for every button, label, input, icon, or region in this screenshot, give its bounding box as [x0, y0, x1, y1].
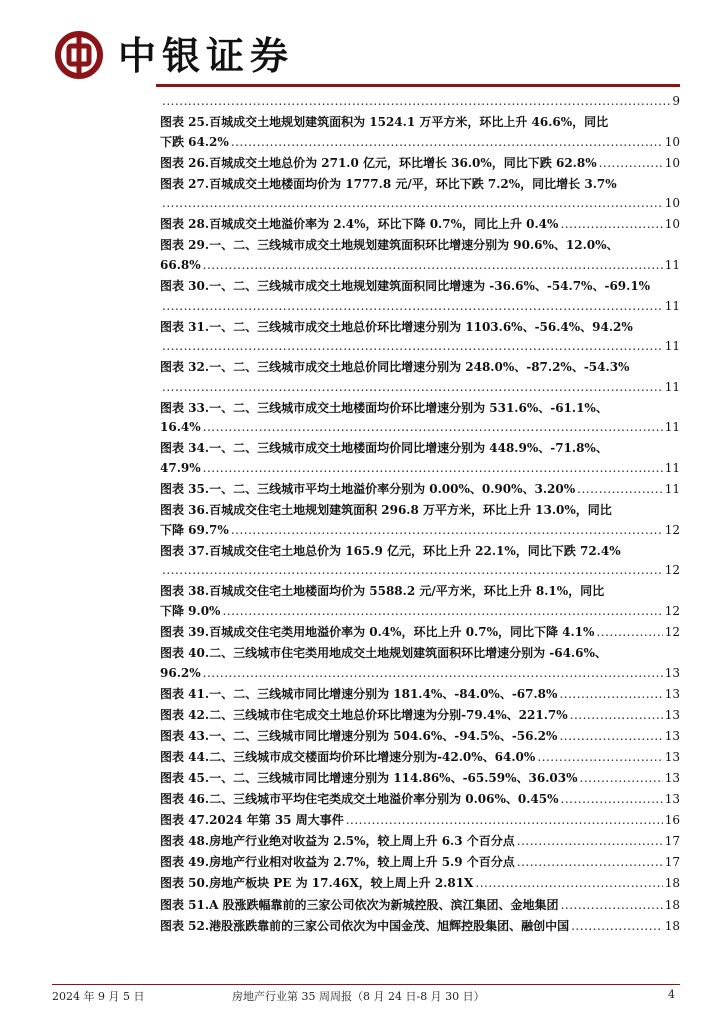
toc-leader-dots: [162, 337, 663, 357]
toc-entry-text: 百城成交住宅土地规划建筑面积 296.8 万平方米，环比上升 13.0%，同比: [209, 503, 612, 518]
toc-page-number: 18: [664, 876, 680, 891]
toc-leader-dots: [517, 832, 663, 852]
toc-page-number: 11: [664, 420, 680, 435]
toc-entry[interactable]: [160, 582, 680, 621]
toc-entry-label: 图表 25.: [160, 115, 210, 130]
toc-leader-dots: [560, 215, 662, 235]
toc-leader-dots: [162, 297, 663, 317]
toc-leader-dots: [162, 194, 663, 214]
toc-entry-label: 图表 49.: [160, 855, 210, 870]
toc-page-number: 9: [672, 94, 680, 108]
toc-entry[interactable]: [160, 853, 680, 873]
toc-leader-dots: [559, 727, 662, 747]
toc-leader-dots: [203, 459, 663, 479]
toc-page-number: 13: [664, 707, 680, 722]
toc-entry-text: 百城成交住宅类用地溢价率为 0.4%，环比上升 0.7%，同比下降 4.1%: [209, 624, 595, 639]
toc-entry-label: 图表 37.: [160, 543, 210, 558]
toc-entry-text: 一、二、三线城市成交土地楼面均价同比增速分别为 448.9%、-71.8%、: [209, 441, 608, 456]
toc-page-number: 11: [664, 257, 680, 272]
toc-entry[interactable]: [160, 215, 680, 235]
toc-entry-text: 下降 69.7%: [160, 522, 229, 537]
toc-entry-text: 下跌 64.2%: [160, 134, 229, 149]
toc-entry[interactable]: [160, 277, 680, 316]
toc-entry[interactable]: [160, 811, 680, 831]
toc-entry-text: 一、二、三线城市成交土地规划建筑面积同比增速为 -36.6%、-54.7%、-69.1%: [209, 279, 651, 294]
toc-entry[interactable]: [160, 832, 680, 852]
toc-entry-label: 图表 31.: [160, 319, 210, 334]
toc-entry-text: 二、三线城市成交楼面均价环比增速分别为-42.0%、64.0%: [209, 749, 536, 764]
toc-page-number: 12: [664, 522, 680, 537]
toc-entry-text: 二、三线城市住宅成交土地总价环比增速为分别-79.4%、221.7%: [209, 707, 568, 722]
toc-page-number: 11: [664, 379, 680, 394]
toc-entry[interactable]: [160, 644, 680, 683]
toc-entry-label: 图表 38.: [160, 584, 210, 599]
toc-entry-text: 房地产板块 PE 为 17.46X，较上周上升 2.81X: [209, 876, 474, 891]
toc-entry-text: 房地产行业绝对收益为 2.5%，较上周上升 6.3 个百分点: [209, 834, 515, 849]
toc-leader-dots: [559, 685, 662, 705]
toc-entry-label: 图表 27.: [160, 176, 210, 191]
toc-entry-label: 图表 40.: [160, 646, 210, 660]
toc-entry[interactable]: [160, 399, 680, 438]
toc-entry-text: 一、二、三线城市成交土地楼面均价环比增速分别为 531.6%、-61.1%、: [209, 400, 608, 415]
toc-entry-text: 47.9%: [160, 460, 201, 475]
toc-entry[interactable]: [160, 358, 680, 397]
toc-entry-text: 下降 9.0%: [160, 603, 221, 618]
toc-leader-dots: [561, 896, 663, 916]
toc-entry-label: 图表 43.: [160, 728, 210, 743]
toc-entry-text: 一、二、三线城市同比增速分别为 181.4%、-84.0%、-67.8%: [209, 686, 558, 701]
toc-entry[interactable]: [160, 92, 680, 112]
brand-name: 中银证券: [118, 34, 295, 78]
header-divider: [156, 84, 680, 87]
toc-leader-dots: [203, 418, 663, 438]
toc-entry-label: 图表 48.: [160, 834, 210, 849]
toc-entry-text: 百城成交土地溢价率为 2.4%，环比下降 0.7%，同比上升 0.4%: [209, 217, 559, 232]
toc-leader-dots: [162, 92, 670, 112]
toc-entry-label: 图表 30.: [160, 279, 210, 294]
toc-entry[interactable]: [160, 480, 680, 500]
toc-page-number: 17: [664, 855, 680, 870]
toc-page-number: 18: [664, 897, 680, 912]
page-header: [46, 24, 686, 84]
toc-entry-text: 一、二、三线城市成交土地总价同比增速分别为 248.0%、-87.2%、-54.3%: [209, 360, 630, 375]
toc-page-number: 10: [664, 217, 680, 232]
toc-page-number: 17: [664, 834, 680, 849]
toc-leader-dots: [577, 480, 663, 500]
footer-date: 2024 年 9 月 5 日: [52, 990, 145, 1003]
toc-leader-dots: [580, 769, 663, 789]
toc-page-number: 18: [664, 918, 680, 933]
toc-leader-dots: [203, 664, 663, 684]
toc-leader-dots: [162, 561, 663, 581]
toc-entry-label: 图表 34.: [160, 441, 210, 456]
toc-entry-text: 二、三线城市住宅类用地成交土地规划建筑面积环比增速分别为 -64.6%、: [209, 646, 607, 660]
toc-page-number: 13: [664, 728, 680, 743]
toc-entry[interactable]: [160, 790, 680, 810]
toc-entry-text: 一、二、三线城市平均土地溢价率分别为 0.00%、0.90%、3.20%: [209, 482, 576, 497]
toc-entry-text: 房地产行业相对收益为 2.7%，较上周上升 5.9 个百分点: [209, 855, 515, 870]
bank-of-china-logo-icon: [54, 30, 104, 80]
toc-entry-label: 图表 47.: [160, 813, 210, 828]
toc-leader-dots: [222, 602, 662, 622]
toc-entry-text: 二、三线城市平均住宅类成交土地溢价率分别为 0.06%、0.45%: [209, 792, 559, 807]
toc-page-number: 13: [664, 792, 680, 807]
toc-entry-label: 图表 41.: [160, 686, 210, 701]
toc-leader-dots: [561, 790, 663, 810]
toc-leader-dots: [570, 706, 663, 726]
table-of-figures: [160, 92, 680, 938]
toc-leader-dots: [231, 521, 663, 541]
toc-entry[interactable]: [160, 623, 680, 643]
toc-page-number: 12: [664, 563, 680, 578]
toc-entry-label: 图表 26.: [160, 155, 210, 170]
toc-entry-label: 图表 42.: [160, 707, 210, 722]
toc-entry-text: 百城成交土地规划建筑面积为 1524.1 万平方米，环比上升 46.6%，同比: [209, 115, 609, 130]
toc-entry-label: 图表 29.: [160, 238, 210, 253]
toc-entry-text: 一、二、三线城市成交土地总价环比增速分别为 1103.6%、-56.4%、94.2%: [209, 319, 633, 334]
toc-entry-label: 图表 45.: [160, 770, 210, 785]
toc-entry-label: 图表 32.: [160, 360, 210, 375]
footer-report-title: 房地产行业第 35 周周报（8 月 24 日-8 月 30 日）: [232, 990, 485, 1003]
toc-entry-label: 图表 35.: [160, 482, 210, 497]
toc-leader-dots: [571, 917, 663, 937]
toc-page-number: 12: [664, 603, 680, 618]
toc-leader-dots: [231, 133, 663, 153]
toc-entry-label: 图表 46.: [160, 792, 210, 807]
toc-entry-text: 2024 年第 35 周大事件: [209, 813, 344, 828]
toc-entry[interactable]: [160, 874, 680, 894]
toc-entry-text: 百城成交住宅土地总价为 165.9 亿元，环比上升 22.1%，同比下跌 72.4%: [209, 543, 621, 558]
toc-entry-text: 百城成交土地楼面均价为 1777.8 元/平，环比下跌 7.2%，同比增长 3.7%: [209, 176, 617, 191]
toc-entry-label: 图表 39.: [160, 624, 210, 639]
toc-entry-text: A 股涨跌幅靠前的三家公司依次为新城控股、滨江集团、金地集团: [209, 897, 559, 912]
toc-page-number: 11: [664, 298, 680, 313]
toc-entry[interactable]: [160, 236, 680, 275]
toc-page-number: 10: [664, 155, 680, 170]
toc-entry-label: 图表 51.: [160, 897, 210, 912]
toc-leader-dots: [203, 256, 663, 276]
toc-entry-label: 图表 33.: [160, 400, 210, 415]
toc-entry-text: 96.2%: [160, 665, 201, 680]
toc-entry[interactable]: [160, 685, 680, 705]
toc-entry-text: 一、二、三线城市同比增速分别为 504.6%、-94.5%、-56.2%: [209, 728, 558, 743]
toc-entry-label: 图表 50.: [160, 876, 210, 891]
toc-entry[interactable]: [160, 501, 680, 540]
toc-entry[interactable]: [160, 154, 680, 174]
toc-page-number: 11: [664, 339, 680, 354]
footer-divider: [52, 984, 680, 985]
toc-leader-dots: [475, 874, 662, 894]
toc-page-number: 13: [664, 665, 680, 680]
toc-page-number: 12: [664, 624, 680, 639]
toc-leader-dots: [599, 154, 663, 174]
toc-leader-dots: [537, 748, 662, 768]
toc-entry[interactable]: [160, 318, 680, 357]
toc-page-number: 13: [664, 749, 680, 764]
toc-entry[interactable]: [160, 727, 680, 747]
toc-entry[interactable]: [160, 439, 680, 478]
footer-page-number: 4: [668, 988, 675, 1001]
toc-entry-text: 一、二、三线城市同比增速分别为 114.86%、-65.59%、36.03%: [209, 770, 578, 785]
toc-page-number: 11: [664, 460, 680, 475]
toc-entry-text: 百城成交住宅土地楼面均价为 5588.2 元/平方米，环比上升 8.1%，同比: [209, 584, 605, 599]
toc-entry[interactable]: [160, 542, 680, 581]
toc-entry-text: 百城成交土地总价为 271.0 亿元，环比增长 36.0%，同比下跌 62.8%: [209, 155, 597, 170]
toc-entry-label: 图表 52.: [160, 918, 210, 933]
toc-entry[interactable]: [160, 896, 680, 916]
toc-page-number: 13: [664, 770, 680, 785]
toc-entry[interactable]: [160, 113, 680, 152]
toc-entry[interactable]: [160, 175, 680, 214]
toc-entry-label: 图表 44.: [160, 749, 210, 764]
toc-leader-dots: [596, 623, 662, 643]
toc-entry[interactable]: [160, 769, 680, 789]
toc-entry[interactable]: [160, 706, 680, 726]
toc-entry-label: 图表 36.: [160, 503, 210, 518]
toc-page-number: 10: [664, 196, 680, 211]
toc-page-number: 16: [664, 813, 680, 828]
toc-leader-dots: [346, 811, 663, 831]
toc-entry-text: 一、二、三线城市成交土地规划建筑面积环比增速分别为 90.6%、12.0%、: [209, 238, 619, 253]
toc-entry-text: 16.4%: [160, 420, 201, 435]
toc-entry-text: 66.8%: [160, 257, 201, 272]
toc-entry-label: 图表 28.: [160, 217, 210, 232]
toc-leader-dots: [517, 853, 663, 873]
toc-page-number: 11: [664, 482, 680, 497]
toc-page-number: 13: [664, 686, 680, 701]
toc-page-number: 10: [664, 134, 680, 149]
toc-entry[interactable]: [160, 917, 680, 937]
toc-entry[interactable]: [160, 748, 680, 768]
toc-leader-dots: [162, 378, 663, 398]
toc-entry-text: 港股涨跌靠前的三家公司依次为中国金茂、旭辉控股集团、融创中国: [209, 918, 570, 933]
